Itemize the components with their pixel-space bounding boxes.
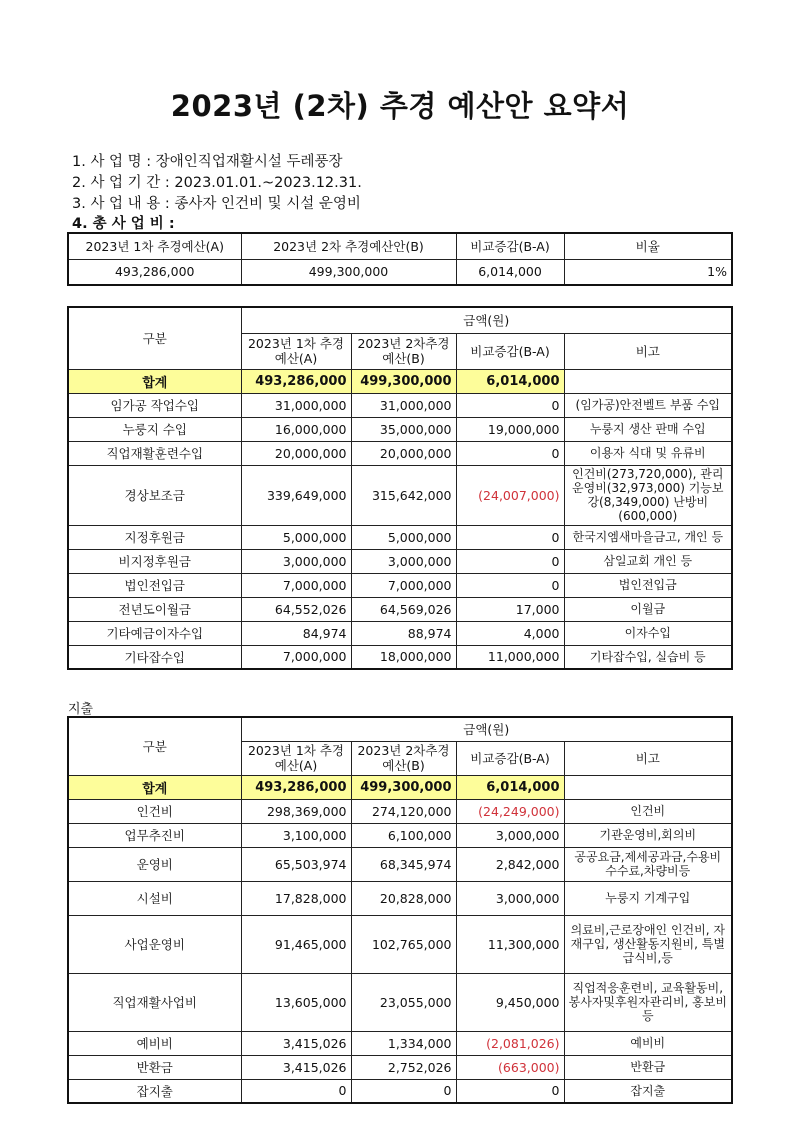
row-note: 인건비(273,720,000), 관리운영비(32,973,000) 기능보강(8,349,000) 난방비(600,000): [564, 465, 732, 525]
row-value-diff: 0: [456, 1079, 564, 1103]
total-header-row: [68, 233, 732, 259]
row-value-b: 18,000,000: [351, 645, 456, 669]
row-category: 기타예금이자수입: [68, 621, 241, 645]
income-col-b: 2023년 2차추경 예산(B): [351, 333, 456, 369]
row-value-diff: 0: [456, 525, 564, 549]
expense-col-note: 비고: [564, 741, 732, 775]
row-value-diff: 11,300,000: [456, 915, 564, 973]
row-value-a: 20,000,000: [241, 441, 351, 465]
row-note: 누룽지 기계구입: [564, 881, 732, 915]
table-row: [68, 1079, 732, 1103]
row-category: 시설비: [68, 881, 241, 915]
row-note: 한국지엠새마을금고, 개인 등: [564, 525, 732, 549]
row-category: 반환금: [68, 1055, 241, 1079]
row-value-a: 3,100,000: [241, 823, 351, 847]
row-value-a: 13,605,000: [241, 973, 351, 1031]
row-category: 업무추진비: [68, 823, 241, 847]
table-row: [68, 573, 732, 597]
expense-section-label: 지출: [68, 702, 94, 717]
info-business-period: 2. 사 업 기 간 : 2023.01.01.~2023.12.31.: [72, 175, 362, 191]
row-value-b: 3,000,000: [351, 549, 456, 573]
row-note: 의료비,근로장애인 인건비, 자재구입, 생산활동지원비, 특별급식비,등: [564, 915, 732, 973]
income-sum-diff: 6,014,000: [456, 369, 564, 393]
row-value-b: 20,828,000: [351, 881, 456, 915]
expense-col-amount: 금액(원): [241, 717, 732, 741]
expense-col-category: 구분: [68, 717, 241, 775]
table-row: [68, 973, 732, 1031]
row-value-diff: 11,000,000: [456, 645, 564, 669]
row-note: 공공요금,제세공과금,수용비 수수료,차량비등: [564, 847, 732, 881]
expense-table: [67, 716, 733, 1104]
row-category: 기타잡수입: [68, 645, 241, 669]
row-value-a: 7,000,000: [241, 645, 351, 669]
row-category: 잡지출: [68, 1079, 241, 1103]
row-category: 비지정후원금: [68, 549, 241, 573]
income-col-note: 비고: [564, 333, 732, 369]
row-note: 기관운영비,회의비: [564, 823, 732, 847]
row-value-diff: 4,000: [456, 621, 564, 645]
row-value-b: 315,642,000: [351, 465, 456, 525]
table-row: [68, 417, 732, 441]
income-table: [67, 306, 733, 670]
row-category: 운영비: [68, 847, 241, 881]
row-category: 지정후원금: [68, 525, 241, 549]
expense-sum-b: 499,300,000: [351, 775, 456, 799]
row-note: 잡지출: [564, 1079, 732, 1103]
row-value-b: 64,569,026: [351, 597, 456, 621]
row-value-diff: 19,000,000: [456, 417, 564, 441]
row-note: 예비비: [564, 1031, 732, 1055]
row-category: 예비비: [68, 1031, 241, 1055]
table-row: [68, 465, 732, 525]
row-note: (임가공)안전벨트 부품 수입: [564, 393, 732, 417]
info-business-name: 1. 사 업 명 : 장애인직업재활시설 두레풍장: [72, 154, 343, 170]
row-value-diff: 0: [456, 441, 564, 465]
total-value-row: [68, 259, 732, 285]
row-category: 임가공 작업수입: [68, 393, 241, 417]
row-value-b: 88,974: [351, 621, 456, 645]
row-value-a: 17,828,000: [241, 881, 351, 915]
row-value-diff: 0: [456, 549, 564, 573]
row-value-b: 7,000,000: [351, 573, 456, 597]
row-value-a: 64,552,026: [241, 597, 351, 621]
row-note: 누룽지 생산 판매 수입: [564, 417, 732, 441]
row-category: 전년도이월금: [68, 597, 241, 621]
expense-sum-row: [68, 775, 732, 799]
row-value-a: 7,000,000: [241, 573, 351, 597]
row-value-diff: (24,007,000): [456, 465, 564, 525]
row-value-diff: (2,081,026): [456, 1031, 564, 1055]
table-row: [68, 549, 732, 573]
table-row: [68, 525, 732, 549]
row-category: 사업운영비: [68, 915, 241, 973]
row-value-b: 31,000,000: [351, 393, 456, 417]
row-category: 경상보조금: [68, 465, 241, 525]
table-row: [68, 823, 732, 847]
page-title: 2023년 (2차) 추경 예산안 요약서: [170, 89, 630, 123]
row-value-b: 2,752,026: [351, 1055, 456, 1079]
row-value-a: 31,000,000: [241, 393, 351, 417]
table-row: [68, 881, 732, 915]
row-value-a: 91,465,000: [241, 915, 351, 973]
table-row: [68, 847, 732, 881]
income-col-a: 2023년 1차 추경예산(A): [241, 333, 351, 369]
row-note: 직업적응훈련비, 교육활동비,봉사자및후원자관리비, 홍보비 등: [564, 973, 732, 1031]
expense-col-diff: 비교증감(B-A): [456, 741, 564, 775]
expense-sum-a: 493,286,000: [241, 775, 351, 799]
row-value-diff: 9,450,000: [456, 973, 564, 1031]
income-col-category: 구분: [68, 307, 241, 369]
table-row: [68, 393, 732, 417]
row-category: 직업재활훈련수입: [68, 441, 241, 465]
total-value-diff: 6,014,000: [456, 259, 564, 285]
expense-col-a: 2023년 1차 추경예산(A): [241, 741, 351, 775]
total-value-a: 493,286,000: [68, 259, 241, 285]
row-value-b: 0: [351, 1079, 456, 1103]
table-row: [68, 441, 732, 465]
total-value-ratio: 1%: [564, 259, 732, 285]
row-value-b: 1,334,000: [351, 1031, 456, 1055]
row-value-b: 102,765,000: [351, 915, 456, 973]
row-value-a: 84,974: [241, 621, 351, 645]
table-row: [68, 799, 732, 823]
income-sum-b: 499,300,000: [351, 369, 456, 393]
row-value-a: 339,649,000: [241, 465, 351, 525]
row-note: 이자수입: [564, 621, 732, 645]
row-value-b: 274,120,000: [351, 799, 456, 823]
row-value-b: 5,000,000: [351, 525, 456, 549]
row-note: 기타잡수입, 실습비 등: [564, 645, 732, 669]
row-value-a: 3,415,026: [241, 1031, 351, 1055]
expense-sum-diff: 6,014,000: [456, 775, 564, 799]
income-sum-row: [68, 369, 732, 393]
info-business-content: 3. 사 업 내 용 : 종사자 인건비 및 시설 운영비: [72, 196, 361, 212]
row-category: 법인전입금: [68, 573, 241, 597]
row-note: 이용자 식대 및 유류비: [564, 441, 732, 465]
row-category: 누룽지 수입: [68, 417, 241, 441]
income-sum-note: [564, 369, 732, 393]
row-value-b: 6,100,000: [351, 823, 456, 847]
total-header-b: 2023년 2차 추경예산안(B): [241, 233, 456, 259]
row-value-diff: 0: [456, 393, 564, 417]
table-row: [68, 597, 732, 621]
row-value-a: 5,000,000: [241, 525, 351, 549]
row-category: 인건비: [68, 799, 241, 823]
expense-sum-label: 합계: [68, 775, 241, 799]
row-value-diff: 3,000,000: [456, 881, 564, 915]
row-value-a: 3,415,026: [241, 1055, 351, 1079]
row-value-a: 65,503,974: [241, 847, 351, 881]
row-value-diff: 2,842,000: [456, 847, 564, 881]
income-sum-a: 493,286,000: [241, 369, 351, 393]
row-value-a: 0: [241, 1079, 351, 1103]
row-note: 인건비: [564, 799, 732, 823]
income-col-diff: 비교증감(B-A): [456, 333, 564, 369]
table-row: [68, 1055, 732, 1079]
row-category: 직업재활사업비: [68, 973, 241, 1031]
total-value-b: 499,300,000: [241, 259, 456, 285]
row-value-a: 298,369,000: [241, 799, 351, 823]
expense-col-b: 2023년 2차추경 예산(B): [351, 741, 456, 775]
table-row: [68, 1031, 732, 1055]
total-header-ratio: 비율: [564, 233, 732, 259]
row-value-diff: (24,249,000): [456, 799, 564, 823]
row-value-a: 16,000,000: [241, 417, 351, 441]
total-summary-table: [67, 232, 733, 286]
income-col-amount: 금액(원): [241, 307, 732, 333]
row-value-diff: 17,000: [456, 597, 564, 621]
expense-sum-note: [564, 775, 732, 799]
info-total-cost: 4. 총 사 업 비 :: [72, 216, 175, 232]
row-note: 이월금: [564, 597, 732, 621]
table-row: [68, 915, 732, 973]
row-value-b: 20,000,000: [351, 441, 456, 465]
row-value-diff: 0: [456, 573, 564, 597]
row-value-a: 3,000,000: [241, 549, 351, 573]
row-value-b: 23,055,000: [351, 973, 456, 1031]
row-note: 삼일교회 개인 등: [564, 549, 732, 573]
income-sum-label: 합계: [68, 369, 241, 393]
table-row: [68, 645, 732, 669]
row-value-diff: (663,000): [456, 1055, 564, 1079]
row-value-diff: 3,000,000: [456, 823, 564, 847]
row-note: 반환금: [564, 1055, 732, 1079]
row-value-b: 68,345,974: [351, 847, 456, 881]
row-value-b: 35,000,000: [351, 417, 456, 441]
table-row: [68, 621, 732, 645]
total-header-a: 2023년 1차 추경예산(A): [68, 233, 241, 259]
total-header-diff: 비교증감(B-A): [456, 233, 564, 259]
row-note: 법인전입금: [564, 573, 732, 597]
